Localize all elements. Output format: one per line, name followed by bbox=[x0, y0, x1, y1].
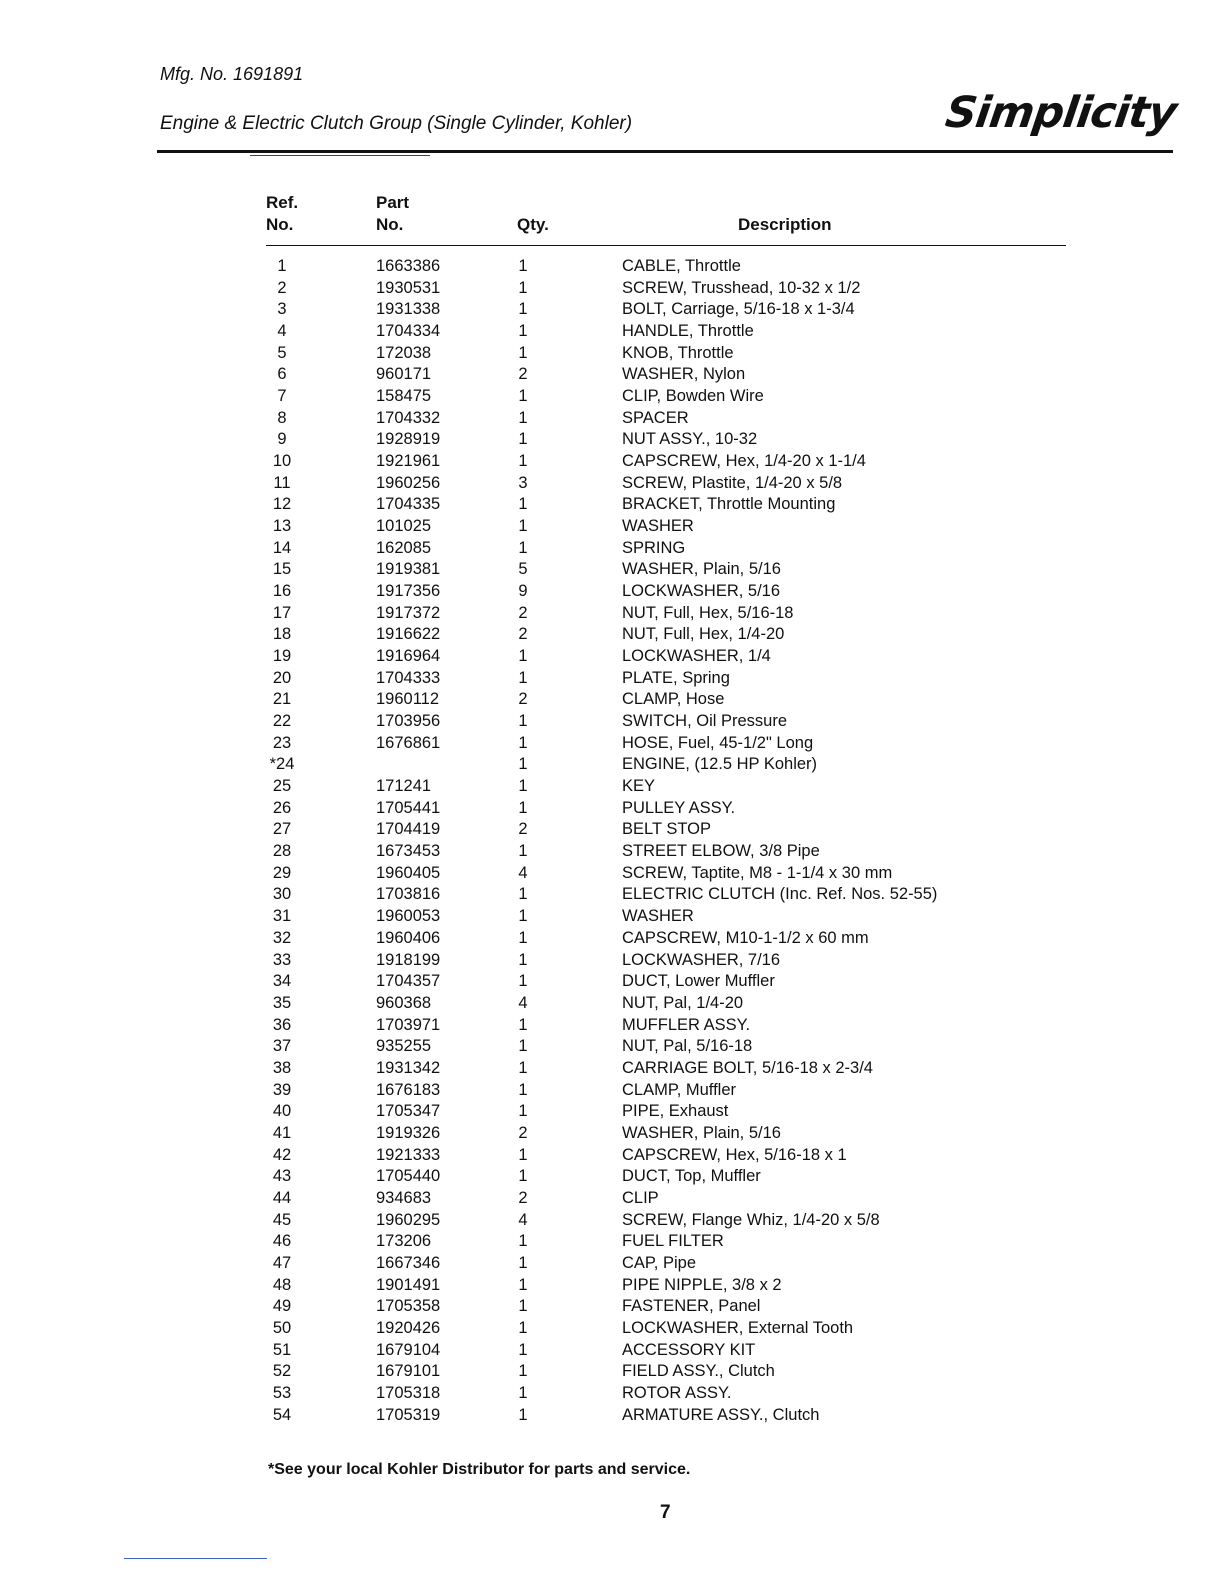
description-cell: SPACER bbox=[622, 408, 689, 427]
description-cell: CLIP bbox=[622, 1188, 659, 1207]
parts-table bbox=[0, 256, 1224, 1426]
page-number: 7 bbox=[660, 1502, 671, 1523]
table-row bbox=[0, 343, 1224, 365]
table-row bbox=[0, 841, 1224, 863]
header-rule bbox=[157, 150, 1173, 153]
ref-cell: 36 bbox=[272, 1015, 292, 1034]
description-cell: CLAMP, Muffler bbox=[622, 1080, 737, 1099]
table-row bbox=[0, 1015, 1224, 1037]
qty-cell: 1 bbox=[518, 798, 528, 817]
part-number-cell: 1704357 bbox=[376, 972, 441, 991]
qty-cell: 3 bbox=[518, 473, 528, 492]
table-row bbox=[0, 1058, 1224, 1080]
ref-cell: 23 bbox=[272, 733, 292, 752]
description-cell: BELT STOP bbox=[622, 820, 711, 839]
qty-cell: 1 bbox=[518, 907, 528, 926]
ref-cell: 9 bbox=[277, 430, 287, 449]
column-header-ref bbox=[266, 192, 298, 236]
description-cell: CLIP, Bowden Wire bbox=[622, 387, 764, 406]
ref-cell: 31 bbox=[272, 907, 292, 926]
ref-cell: 17 bbox=[272, 603, 292, 622]
ref-cell: 54 bbox=[272, 1405, 292, 1424]
ref-cell: 52 bbox=[272, 1362, 292, 1381]
qty-cell: 1 bbox=[518, 1167, 528, 1186]
qty-cell: 1 bbox=[518, 1297, 528, 1316]
part-number-cell: 1920426 bbox=[376, 1318, 441, 1337]
qty-cell: 1 bbox=[518, 1253, 528, 1272]
description-cell: WASHER, Plain, 5/16 bbox=[622, 560, 781, 579]
part-number-cell: 1705347 bbox=[376, 1102, 441, 1121]
description-cell: MUFFLER ASSY. bbox=[622, 1015, 751, 1034]
ref-cell: 1 bbox=[277, 257, 287, 275]
description-cell: ACCESSORY KIT bbox=[622, 1340, 756, 1359]
table-row bbox=[0, 1188, 1224, 1210]
ref-cell: 11 bbox=[273, 473, 291, 492]
table-row bbox=[0, 754, 1224, 776]
qty-cell: 1 bbox=[518, 430, 528, 449]
description-cell: NUT, Full, Hex, 5/16-18 bbox=[622, 603, 794, 622]
ref-cell: 20 bbox=[272, 668, 292, 687]
qty-cell: 1 bbox=[518, 495, 528, 514]
brand-logo: Simplicity bbox=[942, 88, 1180, 138]
part-number-cell: 162085 bbox=[376, 538, 432, 557]
description-cell: NUT, Full, Hex, 1/4-20 bbox=[622, 625, 785, 644]
table-row bbox=[0, 993, 1224, 1015]
ref-cell: 47 bbox=[272, 1253, 292, 1272]
table-row bbox=[0, 624, 1224, 646]
part-number-cell: 1676861 bbox=[376, 733, 441, 752]
ref-cell: 45 bbox=[272, 1210, 292, 1229]
description-cell: PIPE NIPPLE, 3/8 x 2 bbox=[622, 1275, 782, 1294]
ref-cell: 41 bbox=[272, 1123, 292, 1142]
part-number-cell: 935255 bbox=[376, 1037, 432, 1056]
table-row bbox=[0, 1166, 1224, 1188]
description-cell: FUEL FILTER bbox=[622, 1232, 724, 1251]
table-row bbox=[0, 256, 1224, 278]
qty-cell: 4 bbox=[518, 993, 528, 1012]
description-cell: DUCT, Top, Muffler bbox=[622, 1167, 761, 1186]
description-cell: CAP, Pipe bbox=[622, 1253, 696, 1272]
part-number-cell: 1705319 bbox=[376, 1405, 441, 1424]
qty-cell: 1 bbox=[518, 1383, 528, 1402]
table-row bbox=[0, 408, 1224, 430]
qty-cell: 1 bbox=[518, 517, 528, 536]
qty-cell: 1 bbox=[518, 733, 528, 752]
part-number-cell: 1663386 bbox=[376, 257, 441, 275]
part-number-cell: 960368 bbox=[376, 993, 432, 1012]
qty-cell: 1 bbox=[518, 538, 528, 557]
bottom-rule bbox=[124, 1558, 267, 1559]
description-cell: ROTOR ASSY. bbox=[622, 1383, 732, 1402]
description-cell: PULLEY ASSY. bbox=[622, 798, 736, 817]
part-number-cell: 1930531 bbox=[376, 278, 441, 297]
part-number-cell: 173206 bbox=[376, 1232, 432, 1251]
ref-cell: 28 bbox=[272, 842, 292, 861]
description-cell: KNOB, Throttle bbox=[622, 343, 734, 362]
qty-cell: 4 bbox=[518, 1210, 528, 1229]
qty-cell: 5 bbox=[518, 560, 528, 579]
description-cell: LOCKWASHER, 5/16 bbox=[622, 582, 781, 601]
ref-cell: 14 bbox=[272, 538, 292, 557]
part-number-cell: 1917372 bbox=[376, 603, 441, 622]
description-cell: HOSE, Fuel, 45-1/2" Long bbox=[622, 733, 814, 752]
table-row bbox=[0, 906, 1224, 928]
description-cell: KEY bbox=[622, 777, 656, 796]
ref-cell: 4 bbox=[277, 322, 287, 341]
qty-cell: 1 bbox=[518, 1405, 528, 1424]
part-number-cell: 172038 bbox=[376, 343, 432, 362]
part-number-cell: 1901491 bbox=[376, 1275, 441, 1294]
part-number-cell: 1705441 bbox=[376, 798, 441, 817]
description-cell: BOLT, Carriage, 5/16-18 x 1-3/4 bbox=[622, 300, 855, 319]
qty-cell: 1 bbox=[518, 1058, 528, 1077]
qty-cell: 1 bbox=[518, 1037, 528, 1056]
column-header-qty: Qty. bbox=[517, 215, 549, 234]
table-row bbox=[0, 1145, 1224, 1167]
part-number-cell: 1960406 bbox=[376, 928, 441, 947]
part-number-cell: 1705318 bbox=[376, 1383, 441, 1402]
ref-cell: 12 bbox=[272, 495, 292, 514]
part-number-cell: 158475 bbox=[376, 387, 432, 406]
footnote: *See your local Kohler Distributor for parts and service. bbox=[268, 1461, 691, 1478]
table-row bbox=[0, 863, 1224, 885]
description-cell: LOCKWASHER, 7/16 bbox=[622, 950, 781, 969]
part-number-cell: 1703971 bbox=[376, 1015, 441, 1034]
description-cell: SCREW, Trusshead, 10-32 x 1/2 bbox=[622, 278, 861, 297]
table-row bbox=[0, 1210, 1224, 1232]
table-row bbox=[0, 1405, 1224, 1427]
description-cell: SCREW, Plastite, 1/4-20 x 5/8 bbox=[622, 473, 843, 492]
table-row bbox=[0, 928, 1224, 950]
description-cell: WASHER bbox=[622, 907, 694, 926]
table-row bbox=[0, 451, 1224, 473]
ref-cell: 15 bbox=[272, 560, 292, 579]
part-number-cell: 1703816 bbox=[376, 885, 441, 904]
qty-cell: 1 bbox=[518, 1145, 528, 1164]
table-row bbox=[0, 278, 1224, 300]
description-cell: NUT, Pal, 5/16-18 bbox=[622, 1037, 753, 1056]
ref-cell: 42 bbox=[272, 1145, 292, 1164]
table-row bbox=[0, 819, 1224, 841]
qty-cell: 2 bbox=[518, 1188, 528, 1207]
description-cell: PLATE, Spring bbox=[622, 668, 730, 687]
table-row bbox=[0, 364, 1224, 386]
ref-cell: 8 bbox=[277, 408, 287, 427]
part-number-cell: 1919381 bbox=[376, 560, 441, 579]
part-number-cell: 1704334 bbox=[376, 322, 441, 341]
qty-cell: 1 bbox=[518, 1340, 528, 1359]
description-cell: LOCKWASHER, 1/4 bbox=[622, 647, 771, 666]
part-number-cell: 1676183 bbox=[376, 1080, 441, 1099]
ref-cell: 39 bbox=[272, 1080, 292, 1099]
qty-cell: 1 bbox=[518, 322, 528, 341]
ref-cell: 27 bbox=[272, 820, 292, 839]
description-cell: NUT ASSY., 10-32 bbox=[622, 430, 758, 449]
table-row bbox=[0, 429, 1224, 451]
description-cell: CLAMP, Hose bbox=[622, 690, 725, 709]
qty-cell: 2 bbox=[518, 820, 528, 839]
qty-cell: 1 bbox=[518, 712, 528, 731]
ref-cell: 35 bbox=[272, 993, 292, 1012]
qty-cell: 2 bbox=[518, 365, 528, 384]
column-header-description: Description bbox=[738, 215, 832, 234]
part-number-cell: 1667346 bbox=[376, 1253, 441, 1272]
qty-cell: 1 bbox=[518, 387, 528, 406]
description-cell: SCREW, Taptite, M8 - 1-1/4 x 30 mm bbox=[622, 863, 893, 882]
part-number-cell: 960171 bbox=[376, 365, 432, 384]
table-row bbox=[0, 581, 1224, 603]
part-number-cell: 1704335 bbox=[376, 495, 441, 514]
ref-cell: 21 bbox=[272, 690, 292, 709]
part-number-cell: 1921961 bbox=[376, 452, 441, 471]
column-header-part-line2: No. bbox=[376, 215, 404, 234]
part-number-cell: 1918199 bbox=[376, 950, 441, 969]
description-cell: PIPE, Exhaust bbox=[622, 1102, 729, 1121]
table-row bbox=[0, 1318, 1224, 1340]
part-number-cell: 1673453 bbox=[376, 842, 441, 861]
part-number-cell: 1704332 bbox=[376, 408, 441, 427]
part-number-cell: 1921333 bbox=[376, 1145, 441, 1164]
description-cell: FIELD ASSY., Clutch bbox=[622, 1362, 775, 1381]
description-cell: WASHER, Plain, 5/16 bbox=[622, 1123, 781, 1142]
table-row bbox=[0, 538, 1224, 560]
description-cell: FASTENER, Panel bbox=[622, 1297, 761, 1316]
qty-cell: 1 bbox=[518, 278, 528, 297]
qty-cell: 1 bbox=[518, 1275, 528, 1294]
table-row bbox=[0, 776, 1224, 798]
table-row bbox=[0, 386, 1224, 408]
ref-cell: 33 bbox=[272, 950, 292, 969]
table-row bbox=[0, 711, 1224, 733]
qty-cell: 1 bbox=[518, 452, 528, 471]
ref-cell: 48 bbox=[272, 1275, 292, 1294]
part-number-cell: 1679101 bbox=[376, 1362, 441, 1381]
description-cell: ENGINE, (12.5 HP Kohler) bbox=[622, 755, 818, 774]
column-header-part-line1: Part bbox=[376, 193, 410, 212]
qty-cell: 2 bbox=[518, 625, 528, 644]
ref-cell: 37 bbox=[272, 1037, 292, 1056]
ref-cell: 34 bbox=[272, 972, 292, 991]
table-row bbox=[0, 603, 1224, 625]
ref-cell: 10 bbox=[272, 452, 292, 471]
table-row bbox=[0, 884, 1224, 906]
description-cell: ELECTRIC CLUTCH (Inc. Ref. Nos. 52-55) bbox=[622, 885, 938, 904]
description-cell: STREET ELBOW, 3/8 Pipe bbox=[622, 842, 820, 861]
part-number-cell: 1916964 bbox=[376, 647, 441, 666]
table-row bbox=[0, 1036, 1224, 1058]
qty-cell: 4 bbox=[518, 863, 528, 882]
description-cell: NUT, Pal, 1/4-20 bbox=[622, 993, 744, 1012]
part-number-cell: 1960053 bbox=[376, 907, 441, 926]
description-cell: CAPSCREW, Hex, 5/16-18 x 1 bbox=[622, 1145, 847, 1164]
ref-cell: 3 bbox=[277, 300, 287, 319]
qty-cell: 1 bbox=[518, 777, 528, 796]
part-number-cell: 1960256 bbox=[376, 473, 441, 492]
qty-cell: 1 bbox=[518, 972, 528, 991]
table-row bbox=[0, 321, 1224, 343]
table-row bbox=[0, 1101, 1224, 1123]
part-number-cell: 1960112 bbox=[376, 690, 440, 709]
qty-cell: 1 bbox=[518, 1102, 528, 1121]
description-cell: ARMATURE ASSY., Clutch bbox=[622, 1405, 820, 1424]
table-row bbox=[0, 1123, 1224, 1145]
table-row bbox=[0, 1231, 1224, 1253]
table-row bbox=[0, 1080, 1224, 1102]
qty-cell: 2 bbox=[518, 690, 528, 709]
table-row bbox=[0, 299, 1224, 321]
mfg-number: Mfg. No. 1691891 bbox=[160, 64, 304, 84]
part-number-cell: 1679104 bbox=[376, 1340, 441, 1359]
ref-cell: 5 bbox=[277, 343, 287, 362]
ref-cell: 25 bbox=[272, 777, 292, 796]
part-number-cell: 1704419 bbox=[376, 820, 441, 839]
qty-cell: 2 bbox=[518, 1123, 528, 1142]
qty-cell: 1 bbox=[518, 300, 528, 319]
qty-cell: 1 bbox=[518, 950, 528, 969]
qty-cell: 2 bbox=[518, 603, 528, 622]
table-row bbox=[0, 950, 1224, 972]
qty-cell: 1 bbox=[518, 647, 528, 666]
description-cell: HANDLE, Throttle bbox=[622, 322, 754, 341]
table-row bbox=[0, 798, 1224, 820]
qty-cell: 1 bbox=[518, 928, 528, 947]
qty-cell: 1 bbox=[518, 408, 528, 427]
part-number-cell: 934683 bbox=[376, 1188, 432, 1207]
ref-cell: 19 bbox=[272, 647, 292, 666]
ref-cell: 29 bbox=[272, 863, 292, 882]
description-cell: SWITCH, Oil Pressure bbox=[622, 712, 788, 731]
description-cell: CARRIAGE BOLT, 5/16-18 x 2-3/4 bbox=[622, 1058, 873, 1077]
ref-cell: 18 bbox=[272, 625, 292, 644]
description-cell: CAPSCREW, Hex, 1/4-20 x 1-1/4 bbox=[622, 452, 866, 471]
qty-cell: 1 bbox=[518, 842, 528, 861]
part-number-cell: 1917356 bbox=[376, 582, 441, 601]
part-number-cell: 1916622 bbox=[376, 625, 441, 644]
ref-cell: 51 bbox=[272, 1340, 292, 1359]
description-cell: LOCKWASHER, External Tooth bbox=[622, 1318, 854, 1337]
ref-cell: 53 bbox=[272, 1383, 292, 1402]
qty-cell: 1 bbox=[518, 1232, 528, 1251]
group-title: Engine & Electric Clutch Group (Single Cylinder, Kohler) bbox=[160, 113, 633, 134]
table-row bbox=[0, 1296, 1224, 1318]
table-row bbox=[0, 1340, 1224, 1362]
table-row bbox=[0, 668, 1224, 690]
ref-cell: 32 bbox=[272, 928, 292, 947]
qty-cell: 1 bbox=[518, 1015, 528, 1034]
description-cell: BRACKET, Throttle Mounting bbox=[622, 495, 836, 514]
part-number-cell: 1705358 bbox=[376, 1297, 441, 1316]
table-row bbox=[0, 516, 1224, 538]
description-cell: DUCT, Lower Muffler bbox=[622, 972, 775, 991]
qty-cell: 1 bbox=[518, 668, 528, 687]
table-row bbox=[0, 1275, 1224, 1297]
ref-cell: 50 bbox=[272, 1318, 292, 1337]
ref-cell: 22 bbox=[272, 712, 292, 731]
table-row bbox=[0, 1361, 1224, 1383]
table-row bbox=[0, 559, 1224, 581]
table-row bbox=[0, 646, 1224, 668]
column-header-rule bbox=[266, 245, 1066, 246]
qty-cell: 1 bbox=[518, 1318, 528, 1337]
column-header-ref-line2: No. bbox=[266, 215, 294, 234]
table-row bbox=[0, 689, 1224, 711]
column-header-part bbox=[376, 192, 409, 236]
ref-cell: 46 bbox=[272, 1232, 292, 1251]
qty-cell: 1 bbox=[518, 885, 528, 904]
column-header-ref-line1: Ref. bbox=[266, 193, 299, 212]
ref-cell: 16 bbox=[272, 582, 292, 601]
ref-cell: 49 bbox=[272, 1297, 292, 1316]
part-number-cell: 1919326 bbox=[376, 1123, 441, 1142]
description-cell: SCREW, Flange Whiz, 1/4-20 x 5/8 bbox=[622, 1210, 880, 1229]
part-number-cell: 1928919 bbox=[376, 430, 441, 449]
part-number-cell: 1960405 bbox=[376, 863, 441, 882]
qty-cell: 1 bbox=[518, 1080, 528, 1099]
description-cell: WASHER, Nylon bbox=[622, 365, 746, 384]
table-row bbox=[0, 473, 1224, 495]
qty-cell: 1 bbox=[518, 755, 528, 774]
ref-cell: 43 bbox=[272, 1167, 292, 1186]
table-row bbox=[0, 1253, 1224, 1275]
ref-cell: *24 bbox=[269, 755, 295, 774]
ref-cell: 2 bbox=[277, 278, 287, 297]
part-number-cell: 1931342 bbox=[376, 1058, 441, 1077]
ref-cell: 38 bbox=[272, 1058, 292, 1077]
qty-cell: 1 bbox=[518, 343, 528, 362]
table-row bbox=[0, 1383, 1224, 1405]
qty-cell: 1 bbox=[518, 1362, 528, 1381]
ref-cell: 30 bbox=[272, 885, 292, 904]
description-cell: CAPSCREW, M10-1-1/2 x 60 mm bbox=[622, 928, 869, 947]
table-row bbox=[0, 733, 1224, 755]
ref-cell: 40 bbox=[272, 1102, 292, 1121]
qty-cell: 1 bbox=[518, 257, 528, 275]
part-number-cell: 171241 bbox=[376, 777, 432, 796]
qty-cell: 9 bbox=[518, 582, 528, 601]
description-cell: SPRING bbox=[622, 538, 686, 557]
header-rule-secondary bbox=[250, 155, 430, 156]
ref-cell: 13 bbox=[272, 517, 292, 536]
ref-cell: 44 bbox=[272, 1188, 292, 1207]
part-number-cell: 1960295 bbox=[376, 1210, 441, 1229]
ref-cell: 6 bbox=[277, 365, 287, 384]
part-number-cell: 1931338 bbox=[376, 300, 441, 319]
description-cell: WASHER bbox=[622, 517, 694, 536]
table-row bbox=[0, 971, 1224, 993]
part-number-cell: 1703956 bbox=[376, 712, 441, 731]
table-row bbox=[0, 494, 1224, 516]
part-number-cell: 1705440 bbox=[376, 1167, 441, 1186]
part-number-cell: 1704333 bbox=[376, 668, 441, 687]
description-cell: CABLE, Throttle bbox=[622, 257, 741, 275]
ref-cell: 7 bbox=[277, 387, 287, 406]
part-number-cell: 101025 bbox=[376, 517, 432, 536]
ref-cell: 26 bbox=[272, 798, 292, 817]
